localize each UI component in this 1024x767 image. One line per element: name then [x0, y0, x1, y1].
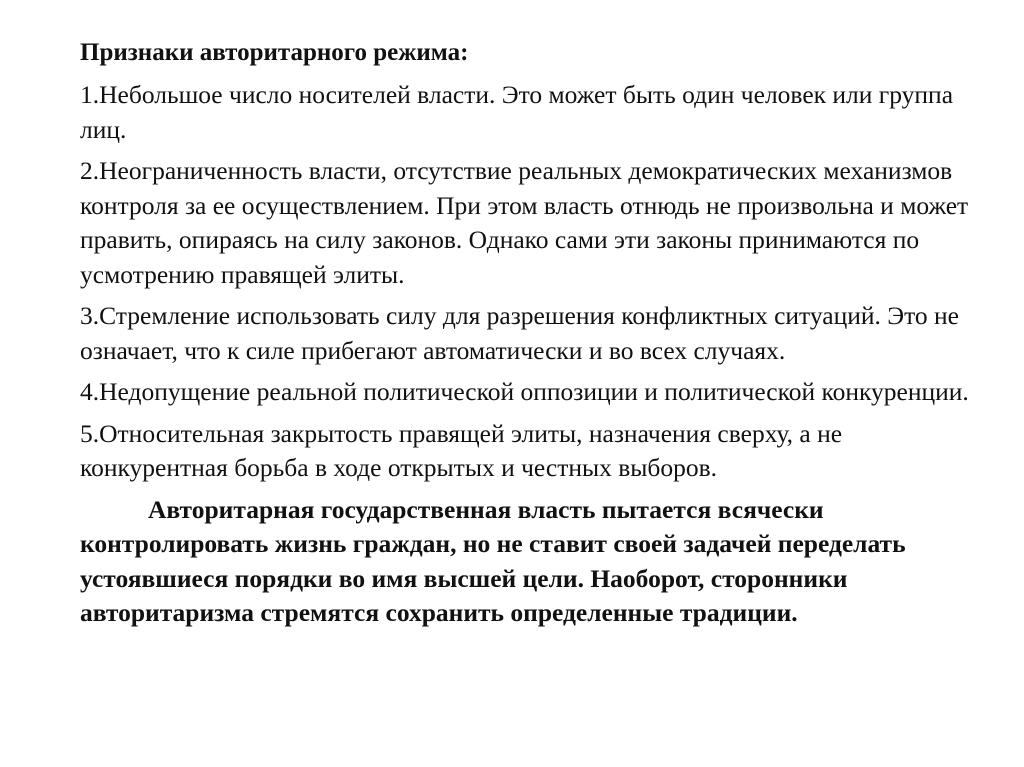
list-item-3: 3.Стремление использовать силу для разрешения конфликтных ситуаций. Это не означает, что к силе прибегают автоматически и во всех случаях. [80, 301, 960, 365]
list-item-2: 2.Неограниченность власти, отсутствие реальных демократических механизмов контроля за ее осуществлением. При этом власть отнюдь не произвольна и может править, опираясь на силу законов. Однако сами эти законы принимаются по усмотрению правящей элиты. [80, 156, 969, 289]
conclusion-paragraph: Авторитарная государственная власть пытается всячески контролировать жизнь граждан, но не ставит своей задачей переделать устоявшиеся порядки во имя высшей цели. Наоборот, сторонники авторитаризма стремятся сохранить определенные традиции. [80, 494, 906, 627]
slide-title: Признаки авторитарного режима: [80, 39, 469, 66]
list-item-5: 5.Относительная закрытость правящей элиты, назначения сверху, а не конкурентная борьба в ходе открытых и честных выборов. [80, 418, 843, 482]
list-item-1: 1.Небольшое число носителей власти. Это может быть один человек или группа лиц. [80, 80, 954, 144]
slide-content [80, 36, 990, 631]
list-item-4: 4.Недопущение реальной политической оппозиции и политической конкуренции. [80, 377, 969, 406]
